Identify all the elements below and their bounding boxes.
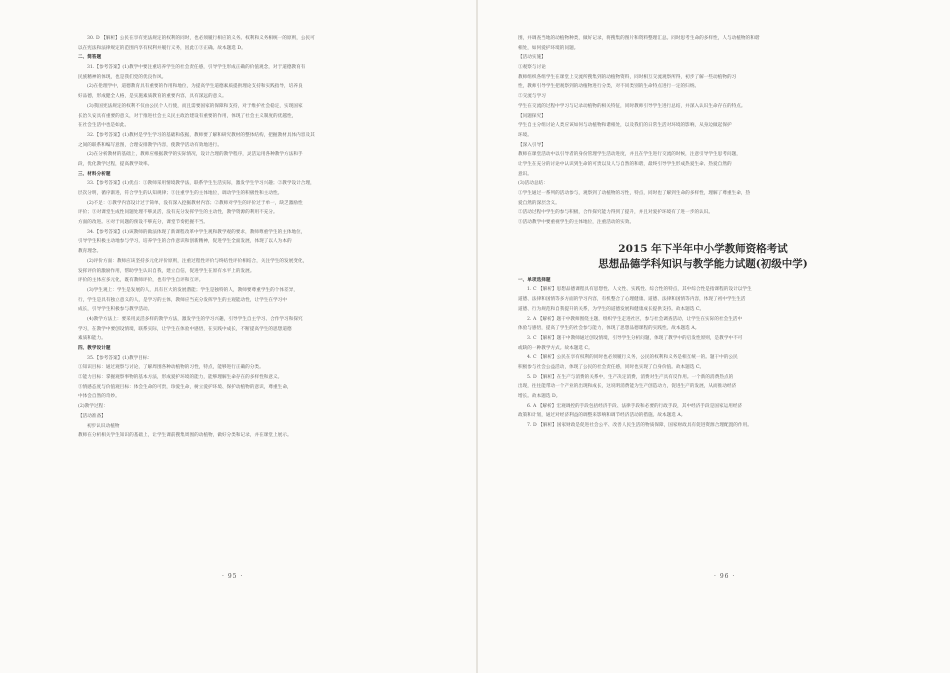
text-line: (2)教学过程：: [78, 404, 108, 410]
text-line: 【深入引导】: [518, 142, 546, 148]
text-line: 评价的主体应多元化，既有教师评价，也有学生自评和互评。: [78, 278, 204, 284]
text-line: 中体会自然的奇妙。: [78, 394, 120, 400]
text-line: 评价；③对课堂生成性问题处理不够灵活，没有充分发挥学生的主动性，教学资源的利用不充分。: [78, 210, 278, 216]
text-line: 体验与感悟，提高了学生的社会参与能力，体现了思想品德课程的实践性。故本题选 A。: [518, 326, 700, 332]
section-heading: 三、材料分析题: [78, 171, 111, 177]
text-line: 【活动准备】: [78, 413, 106, 419]
text-line: 教师在分析相关学生知识的基础上，让学生课前搜集周围的动植物，做好分类和记录，并在课堂上展示。: [78, 433, 292, 439]
text-line: 民族精神的体现，也是我们党的优良作风。: [78, 74, 167, 80]
text-line: 段，优化教学过程，提高教学效率。: [78, 161, 153, 167]
right-page-continued-answers: [518, 34, 888, 228]
text-line: 之间的联系和编写意图，合理安排教学内容，使教学活动有效地进行。: [78, 142, 222, 148]
text-line: 33.【参考答案】(1)优点：①教师采用情境教学法，联系学生生活实际，激发学生学习兴趣；②教学设计合理，: [87, 181, 315, 187]
section-heading: 二、简答题: [78, 55, 102, 61]
text-line: ①知识目标：通过观察与讨论，了解周围各种动植物的习性，特点，能够进行正确的分类。: [78, 365, 264, 371]
text-line: ②活动过程中学生的参与积极，合作探究能力得到了提升，并且对爱护环境有了进一步的认识。: [518, 210, 714, 216]
text-line: ②能力目标：掌握观察事物的基本方法，形成爱护环境的能力，能够理解生命存在的多样性和意义。: [78, 375, 283, 381]
text-line: 成长，引导学生积极参与教学活动。: [78, 307, 153, 313]
text-line: 素质和能力。: [78, 336, 106, 342]
right-page-text-column: [518, 34, 888, 431]
text-line: 【活动实施】: [518, 55, 546, 61]
text-line: 7. D 【解析】国家财政是促进社会公平、改善人民生活的物质保障，国家财政具有促进资源合理配置的作用。: [527, 423, 752, 429]
left-page-text-column: [78, 34, 446, 441]
text-line: 政策和计划，通过对经济利益的调整来影响和调节经济活动的措施。故本题选 A。: [518, 413, 686, 419]
text-line: 性，教师引导学生把观察到的动植物进行分类，对不同类别的生命特点进行一定的归纳。: [518, 84, 700, 90]
text-line: 4. C 【解析】公民在享有权利的同时也必须履行义务，公民的权利和义务是相互统一的。题干中的公民: [527, 355, 738, 361]
text-line: 学习，在教学中要创设情境，联系实际，让学生在体验中感悟，在实践中成长，不断提高学生的思想道德: [78, 326, 292, 332]
text-line: (3)我国宪法规定的权利不仅由公民个人行使，而且需要国家的保障和支持，对于维护社会稳定，实现国家: [87, 103, 303, 109]
text-line: (2)评价方面：教师应该坚持多元化评价原则，注重过程性评价与终结性评价相结合，关注学生的发展变化，: [87, 258, 308, 264]
text-line: 增长。故本题选 D。: [518, 394, 561, 399]
text-line: 6. A 【解析】宏观调控的手段包括经济手段、法律手段和必要的行政手段，其中经济手段是国家运用经济: [527, 403, 743, 409]
text-line: 32.【参考答案】(1)教材是学生学习的基础和依据，教师要了解和研究教材的整体结构，把握教材具体内容及其: [87, 132, 315, 138]
text-line: (2)在伦理学中，道德教育具有重要的作用和地位，为提高学生道德素质提供理论支持和实践指导，培养良: [87, 84, 303, 90]
text-line: 教师组织各组学生在课堂上交流所搜集到的动植物资料，同时相互交流观察所得，初步了解一些动植物的习: [518, 74, 737, 80]
text-line: 34.【参考答案】(1)该教师的做法体现了新课程改革中学生观和教学观的要求，教师尊重学生的主体地位，: [87, 229, 306, 235]
exam-title-line-2: 思想品德学科知识与教学能力试题(初级中学): [598, 257, 808, 270]
text-line: 初步认识动植物: [87, 423, 120, 429]
text-line: 30. D 【解析】公民在享有宪法规定的权利的同时，也必须履行相应的义务。权利和义务相统一的原则，公民可: [87, 36, 315, 41]
text-line: 出现，往往能带动一个产业的出现和成长，这说明消费能为生产创造动力，促进生产的发展，从而推动经济: [518, 384, 737, 390]
text-line: 1. C 【解析】思想品德课程具有思想性、人文性、实践性、综合性的特点，其中综合性是指课程的设计以学生: [527, 287, 752, 293]
text-line: ①观察与讨论: [518, 65, 546, 71]
text-line: ①学生通过一系列的活动参与，观察到了动植物的习性，特点，同时也了解到生命的多样性，理解了尊重生命，热: [518, 191, 751, 196]
text-line: 教育理念。: [78, 249, 102, 255]
text-line: ③情感态度与价值观目标：体会生命的可贵，珍爱生命，树立爱护环境、保护动植物的意识，尊重生命，: [78, 384, 292, 390]
text-line: 在社会生活中也是如此。: [78, 123, 130, 129]
text-line: 学生自主分组讨论人类应该如何与动植物和谐相处，以及我们的日常生活对环境的影响，从身边做起保护: [518, 123, 732, 129]
text-line: 爱自然的深层含义。: [518, 200, 560, 206]
text-line: 或缺的一种教学方式。故本题选 C。: [518, 345, 593, 351]
text-line: 5. D 【解析】在生产与消费的关系中，生产决定消费，消费对生产具有反作用。一个新的消费热点的: [527, 374, 734, 380]
text-line: 道德、行为规范和自我提升的关系，为学生的道德发展和健康成长提供支持。故本题选 C。: [518, 306, 705, 312]
left-page-number: · 95 ·: [222, 573, 244, 580]
text-line: 好品德，形成健全人格，是实施素质教育的重要内容，具有深远的意义。: [78, 94, 227, 100]
text-line: 教师在课堂活动中以引导者的身份管理学生活动进度，并且在学生进行交流的时候，注意引导学生思考问题，: [518, 152, 741, 158]
text-line: 方面的改进。④对于问题的预设不够充分，课堂节奏把握不当。: [78, 220, 209, 226]
right-page-answer-explanations: [518, 276, 888, 431]
text-line: 2. A 【解析】题干中教师围绕主题，组织学生走进社区，参与社会调查活动，让学生在实际的社会生活中: [527, 316, 743, 322]
text-line: 35.【参考答案】(1)教学目标：: [87, 355, 153, 361]
text-line: 层次分明，循序渐进，符合学生的认知规律；③注重学生的主体地位，调动学生的积极性和主动性。: [78, 191, 283, 196]
section-heading: 一、单项选择题: [518, 277, 551, 283]
text-line: 【问题探究】: [518, 113, 546, 119]
text-line: (3)活动总结：: [518, 181, 548, 187]
text-line: 发挥评价的激励作用，帮助学生认识自我，建立自信，促进学生在原有水平上的发展。: [78, 268, 255, 274]
text-line: (2)在分析教材的基础上，教师应根据教学的实际情况，设计合理的教学程序，灵活运用各种教学方法和手: [87, 152, 303, 158]
text-line: 3. C 【解析】题干中教师通过创设情境，引导学生分析问题，体现了教学中的启发性原则，是教学中不可: [527, 335, 743, 341]
right-page: [478, 0, 950, 673]
text-line: ②交流与学习: [518, 94, 546, 100]
right-page-number: · 96 ·: [714, 573, 736, 580]
text-line: 环境。: [518, 132, 532, 138]
text-line: (4)教学方法上：要采用灵活多样的教学方法，激发学生的学习兴趣，引导学生自主学习、合作学习和探究: [87, 316, 303, 322]
section-heading: 四、教学设计题: [78, 346, 111, 351]
text-line: (3)学生观上：学生是发展的人，具有巨大的发展潜能；学生是独特的人，教师要尊重学生的个体差异，: [87, 287, 298, 293]
text-line: 让学生在充分的讨论中认识到生命的可贵以及人与自然的和谐，最终引导学生形成热爱生命、热爱自然的: [518, 161, 732, 167]
text-line: 31.【参考答案】(1)教学中要注重培养学生的社会责任感，引导学生形成正确的价值观念，对于道德教育有: [87, 65, 306, 71]
text-line: 围，并调查当地的动植物种类，做好记录，将搜集的图片和资料整理汇总。同时思考生命的多样性，人与动植物的和谐: [518, 36, 760, 41]
exam-title-block: [518, 242, 888, 272]
text-line: 行，学生是具有独立意义的人，是学习的主体，教师应当充分发挥学生的主观能动性，让学生在学习中: [78, 297, 287, 303]
text-line: 相处，如何爱护环境的问题。: [518, 45, 579, 51]
text-line: 道德、法律和国情等多方面的学习内容，有机整合了心理健康、道德、法律和国情等内容，体现了初中学生生活: [518, 297, 746, 303]
text-line: 长治久安具有重要的意义，对于推进社会主义民主政治建设有重要的作用，体现了社会主义制度的优越性，: [78, 113, 297, 119]
text-line: ③活动教学中要重视学生的主体地位，注重活动的实效。: [518, 220, 635, 226]
text-line: 引导学生积极主动地参与学习，培养学生的合作意识和创新精神，促进学生全面发展，体现了以人为本的: [78, 239, 292, 245]
text-line: 意识。: [518, 171, 532, 177]
text-line: (2)不足：①教学内容设计过于简单，没有深入挖掘教材内容；②教师对学生的评价过于单一，缺乏激励性: [87, 200, 303, 206]
exam-title-line-1: 2015 年下半年中小学教师资格考试: [618, 242, 788, 255]
text-line: 以在宪法和法律规定的范围内享有权利并履行义务，因此①③正确。故本题选 D。: [78, 45, 246, 51]
text-line: 积极参与社会公益活动，体现了公民的社会责任感，同时也实现了自身价值。故本题选 C。: [518, 364, 705, 370]
text-line: 学生在交流的过程中学习与记录动植物的相关特征，同时教师引导学生进行总结，并深入认识生命存在的特点。: [518, 103, 746, 109]
